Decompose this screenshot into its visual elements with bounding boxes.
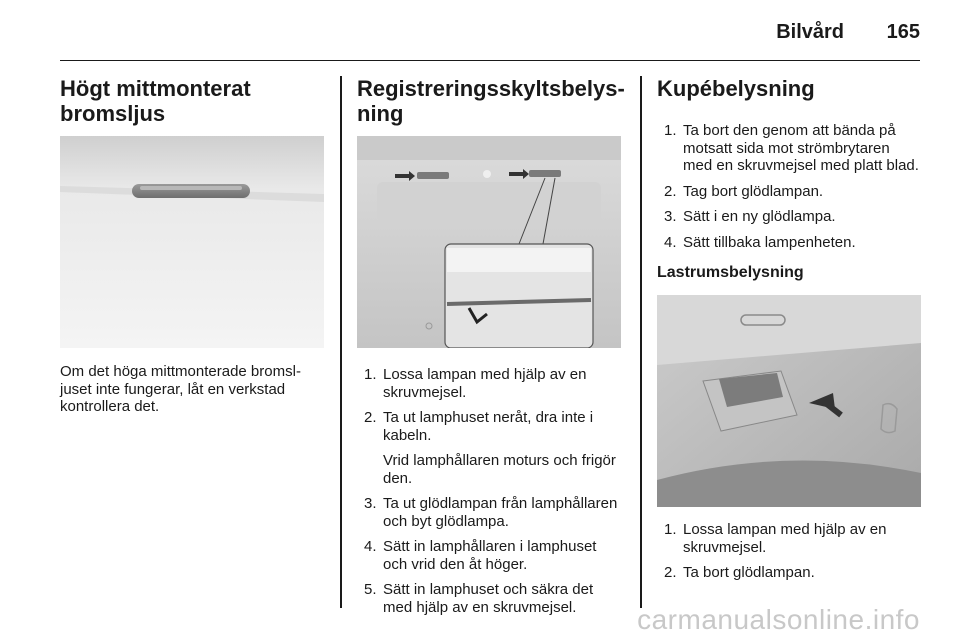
- cargo-light-illustration: [657, 295, 921, 507]
- subsection-title: Lastrumsbelysning: [657, 264, 804, 281]
- list-item: 5. Sätt in lamphuset och säkra det med hjälp av en skruvmejsel.: [364, 581, 594, 616]
- list-item: 4. Sätt in lamphållaren i lamphuset och vrid den åt höger.: [364, 538, 597, 573]
- section-license-plate-light: [357, 76, 625, 624]
- instruction-steps: [657, 122, 921, 251]
- list-item: 2. Tag bort glödlampan.: [664, 182, 824, 200]
- instruction-steps: [657, 521, 921, 582]
- section-title: Högt mittmonterat bromsljus: [60, 76, 251, 126]
- watermark: carmanualsonline.info: [637, 604, 920, 635]
- list-item: 2. Ta ut lamphuset neråt, dra inte i kabeln. Vrid lamphållaren moturs och frigör den.: [357, 409, 621, 487]
- section-brake-light: [60, 76, 324, 416]
- section-interior-light: [657, 76, 921, 590]
- license-plate-light-illustration: [357, 136, 621, 348]
- column-divider: [340, 76, 342, 608]
- section-title: Kupébelysning: [657, 76, 815, 101]
- list-item: 2. Ta bort glödlampan.: [664, 564, 815, 581]
- section-title: Registreringsskyltsbelys- ning: [357, 76, 625, 126]
- brake-light-illustration: [60, 136, 324, 348]
- sub-step-text: Vrid lamphållaren moturs och frigör den.: [383, 452, 616, 487]
- list-item: 1. Lossa lampan med hjälp av en skruvmejsel.: [364, 366, 587, 401]
- instruction-steps: [357, 366, 621, 616]
- page-header: [60, 0, 920, 61]
- list-item: 4. Sätt tillbaka lampenheten.: [664, 233, 856, 251]
- page-number: 165: [886, 21, 920, 43]
- list-item: 1. Ta bort den genom att bända på motsatt sida mot strömbrytaren med en skruvmejsel med platt blad.: [664, 122, 919, 174]
- list-item: 3. Ta ut glödlampan från lamphållaren och byt glödlampa.: [364, 495, 618, 530]
- list-item: 1. Lossa lampan med hjälp av en skruvmejsel.: [664, 521, 887, 556]
- chapter-title: Bilvård: [776, 21, 844, 43]
- body-text: Om det höga mittmonterade bromsljuset inte fungerar, låt en verkstad kontrollera det.: [60, 363, 301, 415]
- list-item: 3. Sätt i en ny glödlampa.: [664, 208, 836, 225]
- column-divider: [640, 76, 642, 608]
